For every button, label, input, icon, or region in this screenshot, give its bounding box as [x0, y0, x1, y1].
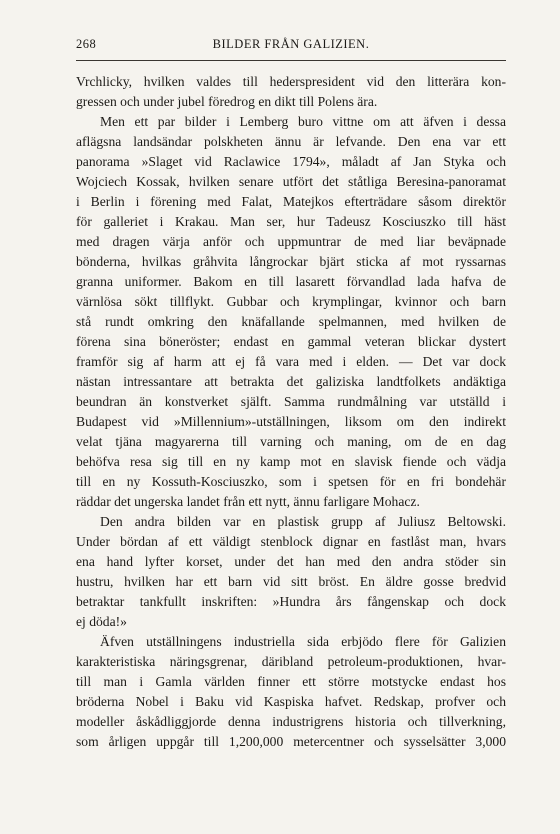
page-header — [76, 37, 506, 53]
text-line: som årligen uppgår till 1,200,000 metercentner och sysselsätter 3,000 — [76, 734, 506, 749]
text-line: hustru, hvilken har ett barn vid sitt bröst. En äldre gosse bredvid — [76, 574, 506, 589]
text-line: Den andra bilden var en plastisk grupp af Juliusz Beltowski. — [100, 514, 506, 529]
text-line: panorama »Slaget vid Raclawice 1794», måladt af Jan Styka och — [76, 154, 506, 169]
text-line: bröderna Nobel i Baku vid Kaspiska hafvet. Redskap, profver och — [76, 694, 506, 709]
text-line: förena sina böneröster; endast en gammal veteran blickar dystert — [76, 334, 506, 349]
text-line: Under bördan af ett väldigt stenblock dignar en fastlåst man, hvars — [76, 534, 506, 549]
page-number: 268 — [76, 37, 97, 51]
text-line: Vrchlicky, hvilken valdes till hederspresident vid den litterära kon- — [76, 74, 506, 89]
text-line: granna uniformer. Bakom en till lasarett förvandlad lada hafva de — [76, 274, 506, 289]
body-text — [76, 72, 506, 752]
text-line: Budapest vid »Millennium»-utställningen, liksom om den indirekt — [76, 414, 506, 429]
text-line: framför sig af harm att ej få vara med i elden. — Det var dock — [76, 354, 506, 369]
text-line: aflägsna landsändar polskheten ännu är lefvande. Den ena var ett — [76, 134, 506, 149]
text-line: i Berlin i förening med Falat, Matejkos efterträdare såsom direktör — [76, 194, 506, 209]
text-line: modeller åskådliggjorde denna industrigrens historia och tillverkning, — [76, 714, 506, 729]
text-line: till en ny Kossuth-Kosciuszko, som i spetsen för en fri bondehär — [76, 474, 506, 489]
text-line: nästan intressantare att betrakta det galiziska landtfolkets andäktiga — [76, 374, 506, 389]
text-line: ej döda!» — [76, 614, 127, 629]
text-line: till man i Gamla världen finner ett större motstycke endast hos — [76, 674, 506, 689]
text-line: stå rundt omkring den knäfallande spelmannen, med hvilken de — [76, 314, 506, 329]
text-line: karakteristiska näringsgrenar, däribland petroleum-produktionen, hvar- — [76, 654, 506, 669]
text-line: betraktar tankfullt inskriften: »Hundra års fångenskap och dock — [76, 594, 506, 609]
text-line: för galleriet i Krakau. Man ser, hur Tadeusz Kosciuszko till häst — [76, 214, 506, 229]
text-line: Wojciech Kossak, hvilken senare utfört det ståtliga Beresina-panoramat — [76, 174, 506, 189]
text-line: med dragen värja anför och uppmuntrar de med liar beväpnade — [76, 234, 506, 249]
text-line: beundran än konstverket själft. Samma rundmålning var utställd i — [76, 394, 506, 409]
header-rule — [76, 60, 506, 61]
text-line: räddar det ungerska landet från ett nytt, ännu farligare Mohacz. — [76, 494, 420, 509]
text-line: Äfven utställningens industriella sida erbjödo flere för Galizien — [100, 634, 506, 649]
text-line: gressen och under jubel föredrog en dikt till Polens ära. — [76, 94, 378, 109]
text-line: ena hand lyfter korset, under det han med den andra stöder sin — [76, 554, 506, 569]
text-line: Men ett par bilder i Lemberg buro vittne om att äfven i dessa — [100, 114, 506, 129]
running-head: BILDER FRÅN GALIZIEN. — [212, 37, 370, 51]
text-line: värnlösa sökt tillflykt. Gubbar och krymplingar, kvinnor och barn — [76, 294, 506, 309]
text-line: velat tjäna magyarerna till varning och maning, om de en dag — [76, 434, 506, 449]
text-line: bönderna, hvilkas gråhvita långrockar bjärt sticka af mot ryssarnas — [76, 254, 506, 269]
text-line: behöfva resa sig till en ny kamp mot en slavisk fiende och vädja — [76, 454, 506, 469]
